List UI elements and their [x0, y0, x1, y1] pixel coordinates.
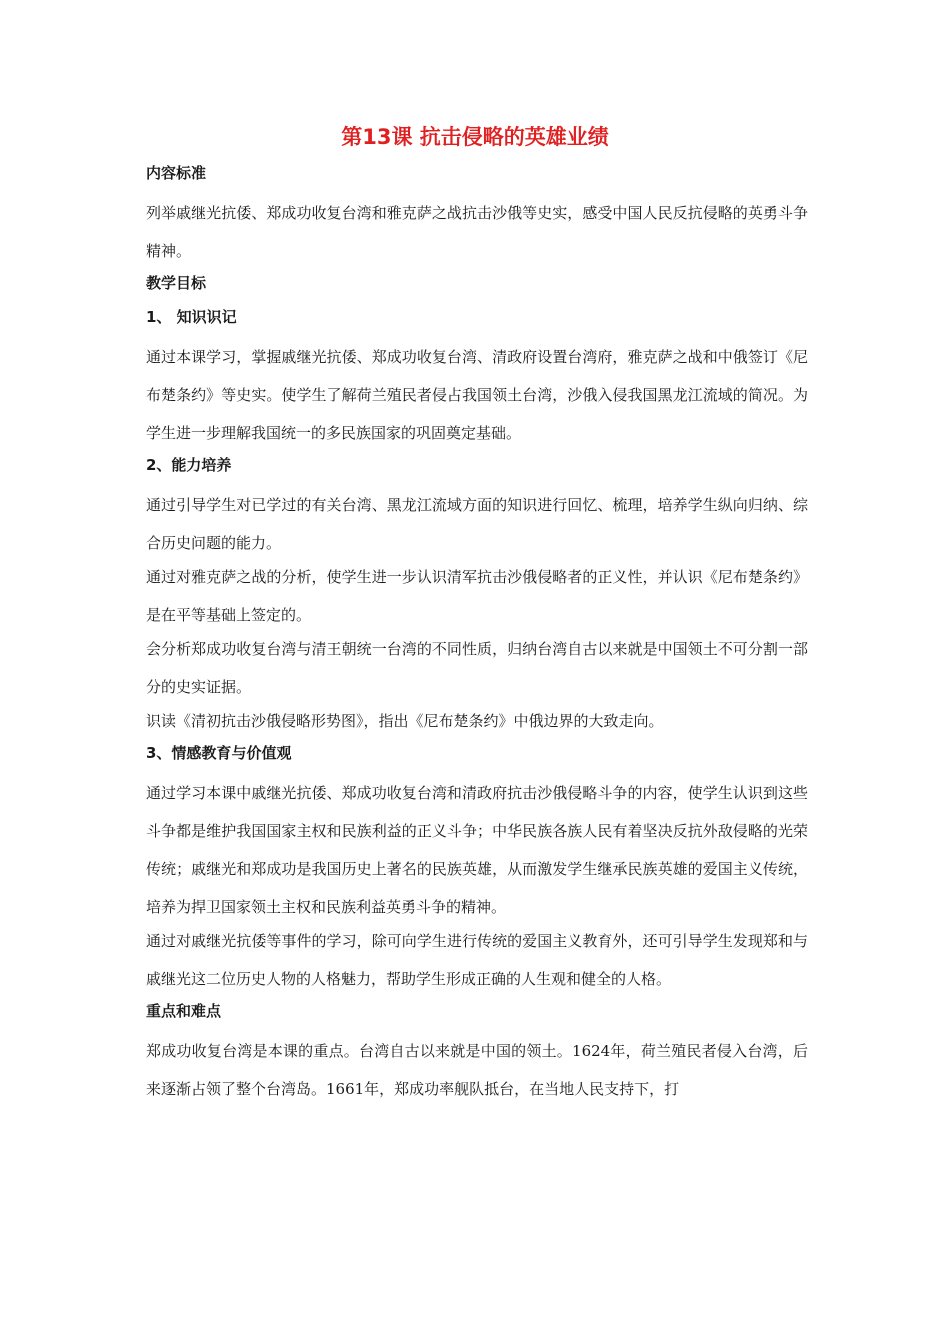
section-heading-content-standard: 内容标准: [146, 164, 207, 182]
ability-paragraph: 会分析郑成功收复台湾与清王朝统一台湾的不同性质，归纳台湾自古以来就是中国领土不可分割一部分的史实证据。: [146, 640, 808, 696]
section-heading-teaching-goals: 教学目标: [146, 274, 207, 292]
knowledge-text: 通过本课学习，掌握戚继光抗倭、郑成功收复台湾、清政府设置台湾府，雅克萨之战和中俄签订《尼布楚条约》等史实。使学生了解荷兰殖民者侵占我国领土台湾，沙俄入侵我国黑龙江流域的简况。为学生进一步理解我国统一的多民族国家的巩固奠定基础。: [146, 348, 808, 442]
values-paragraph: 通过对戚继光抗倭等事件的学习，除可向学生进行传统的爱国主义教育外，还可引导学生发现郑和与戚继光这二位历史人物的人格魅力，帮助学生形成正确的人生观和健全的人格。: [146, 932, 808, 988]
ability-paragraph: 通过引导学生对已学过的有关台湾、黑龙江流域方面的知识进行回忆、梳理，培养学生纵向归纳、综合历史问题的能力。: [146, 496, 808, 552]
subheading-knowledge: 1、 知识识记: [146, 308, 237, 326]
subheading-values: 3、情感教育与价值观: [146, 744, 292, 762]
document-body: [146, 160, 808, 1104]
content-standard-text: 列举戚继光抗倭、郑成功收复台湾和雅克萨之战抗击沙俄等史实，感受中国人民反抗侵略的英勇斗争精神。: [146, 204, 808, 260]
subheading-ability: 2、能力培养: [146, 456, 232, 474]
key-points-text: 郑成功收复台湾是本课的重点。台湾自古以来就是中国的领土。1624年，荷兰殖民者侵入台湾，后来逐渐占领了整个台湾岛。1661年，郑成功率舰队抵台，在当地人民支持下，打: [146, 1042, 808, 1098]
values-paragraph: 通过学习本课中戚继光抗倭、郑成功收复台湾和清政府抗击沙俄侵略斗争的内容，使学生认识到这些斗争都是维护我国国家主权和民族利益的正义斗争；中华民族各族人民有着坚决反抗外敌侵略的光荣传统；戚继光和郑成功是我国历史上著名的民族英雄，从而激发学生继承民族英雄的爱国主义传统，培养为捍卫国家领土主权和民族利益英勇斗争的精神。: [146, 784, 808, 916]
ability-paragraph: 识读《清初抗击沙俄侵略形势图》，指出《尼布楚条约》中俄边界的大致走向。: [146, 712, 664, 730]
ability-paragraph: 通过对雅克萨之战的分析，使学生进一步认识清军抗击沙俄侵略者的正义性，并认识《尼布楚条约》是在平等基础上签定的。: [146, 568, 808, 624]
page-title: 第13课 抗击侵略的英雄业绩: [341, 125, 609, 149]
section-heading-key-points: 重点和难点: [146, 1002, 222, 1020]
